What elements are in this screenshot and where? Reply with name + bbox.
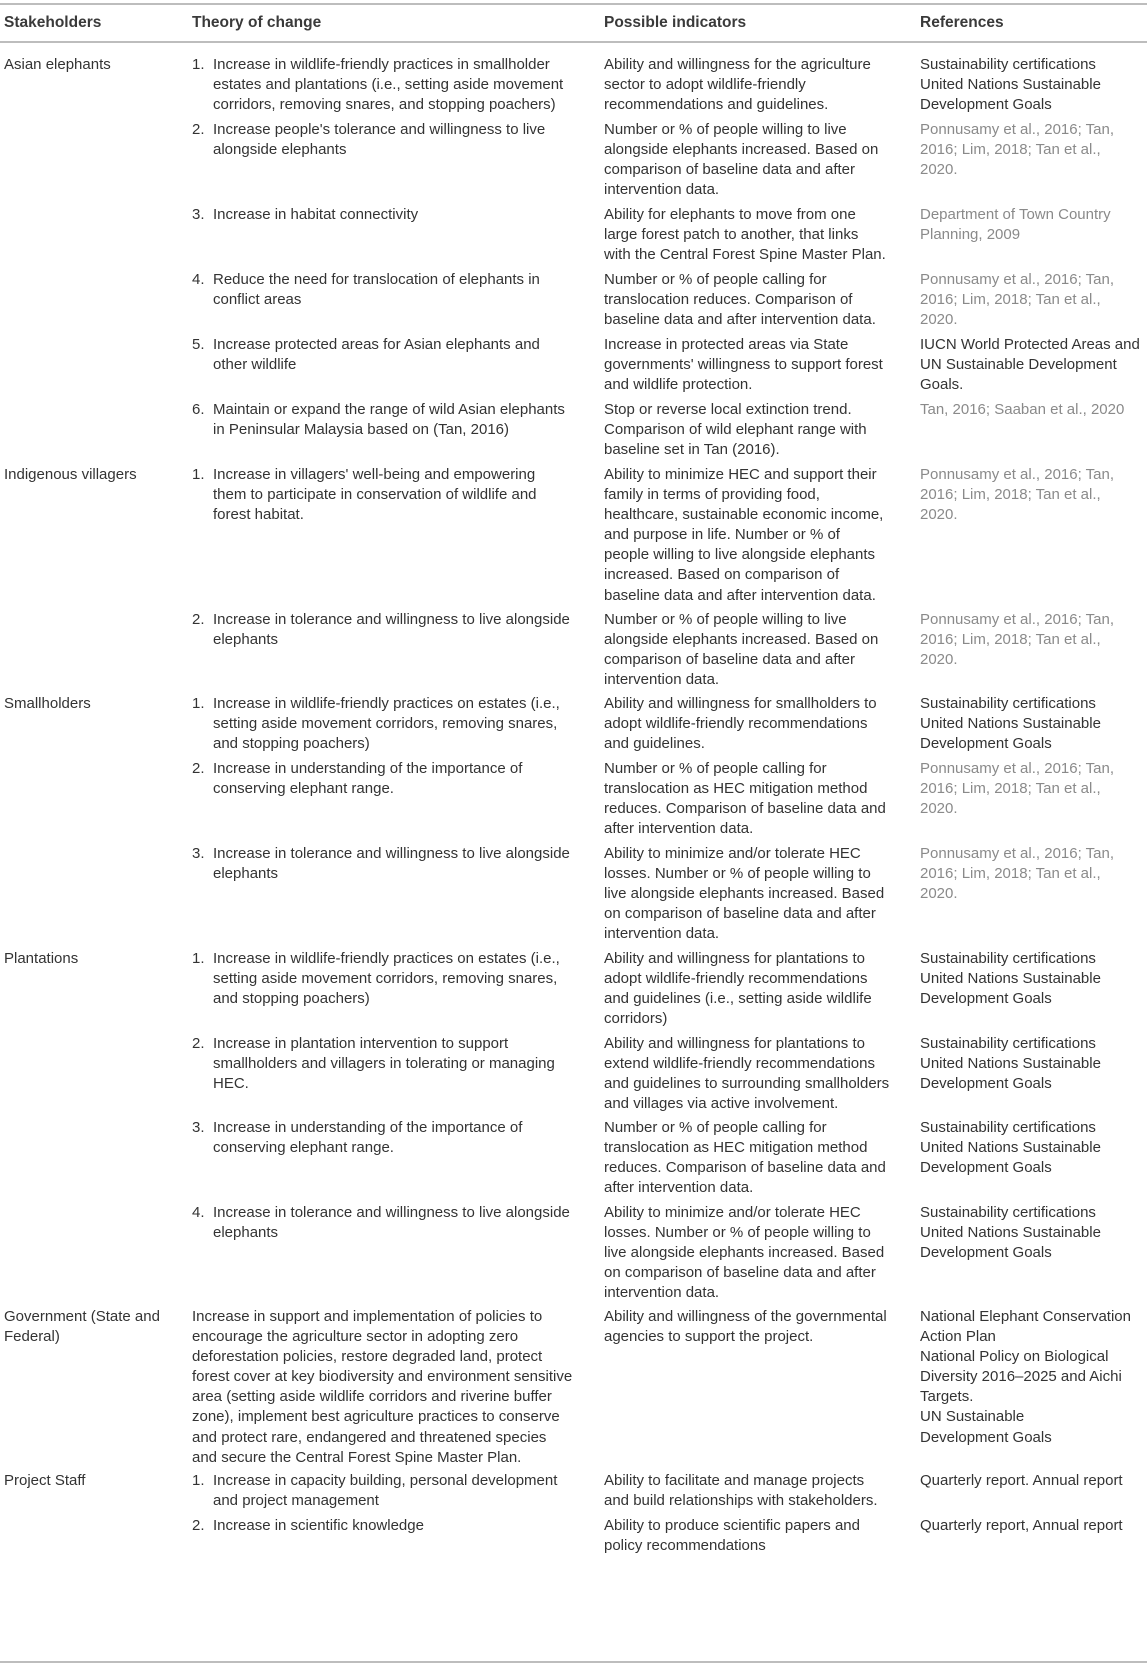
theory-of-change-text	[213, 844, 583, 884]
indicator-text-line: Ability and willingness for smallholders to	[604, 695, 877, 712]
theory-of-change-text-line: elephants	[213, 865, 279, 883]
theory-of-change-text	[213, 694, 583, 754]
reference-text	[920, 1203, 1145, 1263]
stakeholder-name	[4, 1307, 169, 1347]
indicator-text-line: adopt wildlife-friendly recommendations	[604, 715, 868, 733]
reference-text	[920, 270, 1145, 330]
theory-of-change-text-line: Increase in wildlife-friendly practices in smallholder	[213, 56, 550, 73]
indicator-text	[604, 1118, 899, 1198]
reference-text	[920, 759, 1145, 819]
theory-of-change-text-line: conflict areas	[213, 291, 302, 309]
indicator-text-line: recommendations and guidelines.	[604, 96, 829, 114]
reference-text-line: Goals.	[920, 376, 964, 394]
indicator-text-line: Ability to minimize and/or tolerate HEC	[604, 845, 861, 862]
reference-text	[920, 335, 1145, 395]
reference-text-line: Ponnusamy et al., 2016; Tan,	[920, 611, 1115, 628]
indicator-text-line: comparison of baseline data and after	[604, 651, 855, 669]
reference-text-line: United Nations Sustainable	[920, 76, 1101, 94]
header-references: References	[920, 14, 1004, 31]
indicator-text-line: and purpose in life. Number or % of	[604, 526, 840, 544]
indicator-text-line: Number or % of people calling for	[604, 760, 827, 777]
reference-text-line: Quarterly report, Annual report	[920, 1517, 1123, 1534]
reference-text	[920, 949, 1145, 1009]
indicator-text-line: Ability and willingness for plantations to	[604, 950, 865, 967]
theory-of-change-text-line: Increase in tolerance and willingness to live alongside	[213, 1204, 570, 1221]
indicator-text-line: sector to adopt wildlife-friendly	[604, 76, 806, 94]
table-bottom-rule	[0, 1661, 1147, 1663]
indicator-text	[604, 1307, 899, 1347]
indicator-text-line: translocation as HEC mitigation method	[604, 780, 868, 798]
theory-of-change-text	[213, 270, 583, 310]
theory-of-change-text-line: Increase in support and implementation of policies to	[192, 1308, 543, 1325]
theory-of-change-text-line: in Peninsular Malaysia based on (Tan, 2016)	[213, 421, 510, 439]
reference-text-line: Sustainability certifications	[920, 1035, 1096, 1052]
theory-of-change-text-line: Increase in capacity building, personal development	[213, 1472, 558, 1489]
item-number: 2.	[192, 611, 205, 628]
theory-of-change-text-line: Increase in tolerance and willingness to live alongside	[213, 611, 570, 628]
theory-of-change-text-line: estates and plantations (i.e., setting aside movement	[213, 76, 564, 94]
reference-text	[920, 844, 1145, 904]
theory-of-change-text-line: Increase in wildlife-friendly practices on estates (i.e.,	[213, 950, 560, 967]
theory-of-change-text-line: setting aside movement corridors, removing snares,	[213, 970, 558, 988]
indicator-text-line: after intervention data.	[604, 820, 754, 838]
indicator-text	[604, 610, 899, 690]
item-number: 1.	[192, 1472, 205, 1489]
indicator-text	[604, 1203, 899, 1303]
indicator-text-line: baseline data and after intervention data.	[604, 586, 876, 604]
indicator-text-line: Comparison of wild elephant range with	[604, 421, 867, 439]
reference-text-line: Sustainability certifications	[920, 1119, 1096, 1136]
indicator-text	[604, 55, 899, 115]
indicator-text-line: reduces. Comparison of baseline data and	[604, 800, 886, 818]
indicator-text-line: intervention data.	[604, 1284, 720, 1302]
theory-of-change-text	[213, 400, 583, 440]
reference-text-line: UN Sustainable Development	[920, 356, 1117, 374]
indicator-text-line: and guidelines (i.e., setting aside wildlife	[604, 990, 872, 1008]
indicator-text	[604, 400, 899, 460]
reference-text-line: 2016; Lim, 2018; Tan et al.,	[920, 865, 1101, 883]
reference-text-line: Ponnusamy et al., 2016; Tan,	[920, 845, 1115, 862]
theory-of-change-text	[213, 465, 583, 525]
item-number: 3.	[192, 845, 205, 862]
theory-of-change-text	[213, 1203, 583, 1243]
reference-text-line: Planning, 2009	[920, 226, 1021, 244]
theory-of-change-text	[213, 1118, 583, 1158]
item-number: 2.	[192, 121, 205, 138]
reference-text	[920, 120, 1145, 180]
indicator-text-line: with the Central Forest Spine Master Plan.	[604, 246, 886, 264]
indicator-text-line: people willing to live alongside elephants	[604, 546, 876, 564]
reference-text	[920, 205, 1145, 245]
reference-text-line: United Nations Sustainable	[920, 1139, 1101, 1157]
theory-of-change-text	[213, 610, 583, 650]
reference-text	[920, 465, 1145, 525]
indicator-text-line: increased. Based on comparison of	[604, 566, 840, 584]
indicator-text-line: baseline set in Tan (2016).	[604, 441, 780, 459]
reference-text	[920, 55, 1145, 115]
indicator-text-line: large forest patch to another, that links	[604, 226, 859, 244]
reference-text-line: Department of Town Country	[920, 206, 1111, 223]
indicator-text	[604, 1516, 899, 1556]
indicator-text-line: Stop or reverse local extinction trend.	[604, 401, 852, 418]
theory-of-change-text-line: other wildlife	[213, 356, 297, 374]
item-number: 2.	[192, 760, 205, 777]
theory-of-change-text-line: encourage the agriculture sector in adopting zero	[192, 1328, 519, 1346]
theory-of-change-text-line: zone), implement best agriculture practices to conserve	[192, 1408, 560, 1426]
theory-of-change-text-line: and stopping poachers)	[213, 990, 370, 1008]
indicator-text-line: Number or % of people calling for	[604, 1119, 827, 1136]
reference-text-line: United Nations Sustainable	[920, 970, 1101, 988]
reference-text-line: UN Sustainable	[920, 1408, 1025, 1426]
theory-of-change-text-line: deforestation policies, restore degraded land, protect	[192, 1348, 543, 1366]
indicator-text-line: extend wildlife-friendly recommendations	[604, 1055, 875, 1073]
indicator-text	[604, 465, 899, 606]
theory-of-change-text	[213, 759, 583, 799]
indicator-text-line: and guidelines to surrounding smallholders	[604, 1075, 890, 1093]
indicator-text-line: Ability and willingness of the governmental	[604, 1308, 887, 1325]
indicator-text-line: healthcare, sustainable economic income,	[604, 506, 884, 524]
reference-text	[920, 400, 1145, 420]
indicator-text-line: on comparison of baseline data and after	[604, 905, 876, 923]
reference-text-line: Ponnusamy et al., 2016; Tan,	[920, 121, 1115, 138]
reference-text-line: Development Goals	[920, 1075, 1052, 1093]
theory-of-change-text-line: conserving elephant range.	[213, 780, 394, 798]
theory-of-change-text-line: forest habitat.	[213, 506, 304, 524]
stakeholder-name: Project Staff	[4, 1472, 86, 1489]
reference-text-line: Sustainability certifications	[920, 1204, 1096, 1221]
item-number: 2.	[192, 1035, 205, 1052]
theory-of-change-text-line: Increase in plantation intervention to support	[213, 1035, 509, 1052]
theory-of-change-text	[213, 1034, 583, 1094]
indicator-text-line: comparison of baseline data and after	[604, 161, 855, 179]
reference-text	[920, 610, 1145, 670]
reference-text-line: Development Goals	[920, 1244, 1052, 1262]
indicator-text-line: after intervention data.	[604, 1179, 754, 1197]
indicator-text	[604, 694, 899, 754]
indicator-text-line: Ability to produce scientific papers and	[604, 1517, 860, 1534]
indicator-text-line: corridors)	[604, 1010, 668, 1028]
indicator-text-line: translocation reduces. Comparison of	[604, 291, 853, 309]
indicator-text-line: agencies to support the project.	[604, 1328, 814, 1346]
theory-of-change-text-line: and stopping poachers)	[213, 735, 370, 753]
theory-of-change-text-line: forest cover at key biodiversity and environment sensitive	[192, 1368, 573, 1386]
stakeholder-name: Indigenous villagers	[4, 466, 137, 483]
item-number: 3.	[192, 1119, 205, 1136]
indicator-text-line: reduces. Comparison of baseline data and	[604, 1159, 886, 1177]
indicator-text-line: Ability for elephants to move from one	[604, 206, 856, 223]
theory-of-change-text-line: Increase protected areas for Asian elephants and	[213, 336, 540, 353]
theory-of-change-text-line: corridors, removing snares, and stopping poachers)	[213, 96, 556, 114]
reference-text-line: 2020.	[920, 800, 958, 818]
stakeholder-name-line: Federal)	[4, 1328, 60, 1346]
theory-of-change-text-line: Increase in tolerance and willingness to live alongside	[213, 845, 570, 862]
theory-of-change-text	[213, 949, 583, 1009]
reference-text-line: National Policy on Biological	[920, 1348, 1109, 1366]
reference-text-line: Development Goals	[920, 1159, 1052, 1177]
theory-of-change-text-line: area (setting aside wildlife corridors and riverine buffer	[192, 1388, 552, 1406]
reference-text	[920, 694, 1145, 754]
indicator-text-line: losses. Number or % of people willing to	[604, 1224, 871, 1242]
indicator-text	[604, 270, 899, 330]
reference-text-line: Ponnusamy et al., 2016; Tan,	[920, 466, 1115, 483]
header-rule	[0, 41, 1147, 43]
theory-of-change-text-line: setting aside movement corridors, removing snares,	[213, 715, 558, 733]
theory-of-change-text	[213, 55, 583, 115]
indicator-text-line: on comparison of baseline data and after	[604, 1264, 876, 1282]
indicator-text-line: Ability and willingness for the agriculture	[604, 56, 871, 73]
indicator-text-line: Ability and willingness for plantations to	[604, 1035, 865, 1052]
reference-text-line: 2020.	[920, 651, 958, 669]
reference-text-line: Action Plan	[920, 1328, 996, 1346]
theory-of-change-text-line: Increase in habitat connectivity	[213, 206, 419, 223]
reference-text-line: Ponnusamy et al., 2016; Tan,	[920, 271, 1115, 288]
item-number: 1.	[192, 695, 205, 712]
theory-of-change-text	[192, 1307, 577, 1468]
item-number: 6.	[192, 401, 205, 418]
stakeholder-name: Asian elephants	[4, 56, 111, 73]
reference-text-line: Development Goals	[920, 96, 1052, 114]
indicator-text-line: and wildlife protection.	[604, 376, 753, 394]
reference-text-line: United Nations Sustainable	[920, 1055, 1101, 1073]
item-number: 4.	[192, 271, 205, 288]
indicator-text-line: losses. Number or % of people willing to	[604, 865, 871, 883]
indicator-text-line: alongside elephants increased. Based on	[604, 141, 879, 159]
reference-text	[920, 1471, 1145, 1491]
reference-text-line: IUCN World Protected Areas and	[920, 336, 1140, 353]
reference-text-line: 2016; Lim, 2018; Tan et al.,	[920, 291, 1101, 309]
indicator-text-line: intervention data.	[604, 181, 720, 199]
reference-text-line: Development Goals	[920, 1428, 1052, 1446]
theory-of-change-text-line: Increase in villagers' well-being and empowering	[213, 466, 536, 483]
stakeholder-name: Plantations	[4, 950, 79, 967]
reference-text-line: Development Goals	[920, 990, 1052, 1008]
theory-of-change-text-line: Maintain or expand the range of wild Asian elephants	[213, 401, 565, 418]
theory-of-change-text-line: Increase in wildlife-friendly practices on estates (i.e.,	[213, 695, 560, 712]
reference-text	[920, 1307, 1145, 1448]
reference-text-line: Targets.	[920, 1388, 974, 1406]
item-number: 4.	[192, 1204, 205, 1221]
theory-of-change-text-line: Increase in understanding of the importance of	[213, 1119, 523, 1136]
stakeholder-name: Smallholders	[4, 695, 91, 712]
indicator-text-line: live alongside elephants increased. Based	[604, 885, 885, 903]
theory-of-change-text-line: elephants	[213, 1224, 279, 1242]
reference-text-line: Sustainability certifications	[920, 56, 1096, 73]
theory-of-change-text-line: Reduce the need for translocation of elephants in	[213, 271, 540, 288]
item-number: 2.	[192, 1517, 205, 1534]
reference-text-line: Sustainability certifications	[920, 695, 1096, 712]
reference-text-line: 2020.	[920, 311, 958, 329]
theory-of-change-text-line: Increase people's tolerance and willingness to live	[213, 121, 546, 138]
theory-of-change-text-line: and secure the Central Forest Spine Master Plan.	[192, 1448, 522, 1466]
theory-of-change-text-line: elephants	[213, 631, 279, 649]
indicator-text	[604, 1471, 899, 1511]
indicator-text-line: intervention data.	[604, 925, 720, 943]
theory-of-change-text-line: Increase in scientific knowledge	[213, 1517, 424, 1534]
reference-text-line: 2020.	[920, 506, 958, 524]
reference-text	[920, 1034, 1145, 1094]
indicator-text	[604, 1034, 899, 1114]
header-stakeholders: Stakeholders	[4, 14, 102, 31]
theory-of-change-text-line: conserving elephant range.	[213, 1139, 394, 1157]
item-number: 1.	[192, 56, 205, 73]
indicator-text-line: and guidelines.	[604, 735, 705, 753]
reference-text-line: Ponnusamy et al., 2016; Tan,	[920, 760, 1115, 777]
theory-of-change-text-line: alongside elephants	[213, 141, 347, 159]
reference-text-line: Quarterly report. Annual report	[920, 1472, 1123, 1489]
reference-text-line: Diversity 2016–2025 and Aichi	[920, 1368, 1122, 1386]
reference-text-line: 2020.	[920, 885, 958, 903]
reference-text-line: United Nations Sustainable	[920, 1224, 1101, 1242]
indicator-text	[604, 205, 899, 265]
indicator-text-line: Number or % of people willing to live	[604, 611, 847, 628]
indicator-text-line: family in terms of providing food,	[604, 486, 820, 504]
item-number: 3.	[192, 206, 205, 223]
indicator-text-line: baseline data and after intervention data.	[604, 311, 876, 329]
indicator-text-line: Ability to facilitate and manage projects	[604, 1472, 865, 1489]
indicator-text-line: alongside elephants increased. Based on	[604, 631, 879, 649]
reference-text-line: 2016; Lim, 2018; Tan et al.,	[920, 631, 1101, 649]
theory-of-change-text	[213, 120, 583, 160]
reference-text-line: Tan, 2016; Saaban et al., 2020	[920, 401, 1125, 418]
theory-of-change-text	[213, 1471, 583, 1511]
indicator-text-line: adopt wildlife-friendly recommendations	[604, 970, 868, 988]
reference-text-line: Sustainability certifications	[920, 950, 1096, 967]
theory-of-change-text-line: them to participate in conservation of wildlife and	[213, 486, 537, 504]
indicator-text-line: intervention data.	[604, 671, 720, 689]
indicator-text	[604, 759, 899, 839]
theory-of-change-text-line: HEC.	[213, 1075, 249, 1093]
indicator-text-line: Number or % of people willing to live	[604, 121, 847, 138]
indicator-text-line: Number or % of people calling for	[604, 271, 827, 288]
table-top-rule	[0, 3, 1147, 5]
reference-text-line: Development Goals	[920, 735, 1052, 753]
indicator-text-line: live alongside elephants increased. Based	[604, 1244, 885, 1262]
stakeholder-name-line: Government (State and	[4, 1308, 160, 1325]
indicator-text-line: and build relationships with stakeholders.	[604, 1492, 878, 1510]
item-number: 5.	[192, 336, 205, 353]
reference-text-line: National Elephant Conservation	[920, 1308, 1131, 1325]
theory-of-change-text	[213, 205, 583, 225]
indicator-text-line: Ability to minimize and/or tolerate HEC	[604, 1204, 861, 1221]
indicator-text-line: translocation as HEC mitigation method	[604, 1139, 868, 1157]
theory-of-change-text-line: Increase in understanding of the importance of	[213, 760, 523, 777]
theory-of-change-text-line: and protect rare, endangered and threatened species	[192, 1428, 547, 1446]
theory-of-change-text-line: and project management	[213, 1492, 379, 1510]
theory-of-change-text-line: smallholders and villagers in tolerating or managing	[213, 1055, 555, 1073]
reference-text	[920, 1516, 1145, 1536]
indicator-text-line: policy recommendations	[604, 1537, 766, 1555]
header-theory-of-change: Theory of change	[192, 14, 322, 31]
theory-of-change-text	[213, 1516, 583, 1536]
reference-text-line: 2016; Lim, 2018; Tan et al.,	[920, 141, 1101, 159]
item-number: 1.	[192, 466, 205, 483]
reference-text-line: 2016; Lim, 2018; Tan et al.,	[920, 780, 1101, 798]
reference-text	[920, 1118, 1145, 1178]
indicator-text-line: and villages via active involvement.	[604, 1095, 839, 1113]
indicator-text	[604, 844, 899, 944]
reference-text-line: United Nations Sustainable	[920, 715, 1101, 733]
reference-text-line: 2016; Lim, 2018; Tan et al.,	[920, 486, 1101, 504]
indicator-text-line: Ability to minimize HEC and support their	[604, 466, 877, 483]
indicator-text	[604, 949, 899, 1029]
indicator-text-line: Increase in protected areas via State	[604, 336, 849, 353]
reference-text-line: 2020.	[920, 161, 958, 179]
indicator-text	[604, 120, 899, 200]
indicator-text	[604, 335, 899, 395]
theory-of-change-text	[213, 335, 583, 375]
header-possible-indicators: Possible indicators	[604, 14, 747, 31]
item-number: 1.	[192, 950, 205, 967]
indicator-text-line: governments' willingness to support forest	[604, 356, 883, 374]
